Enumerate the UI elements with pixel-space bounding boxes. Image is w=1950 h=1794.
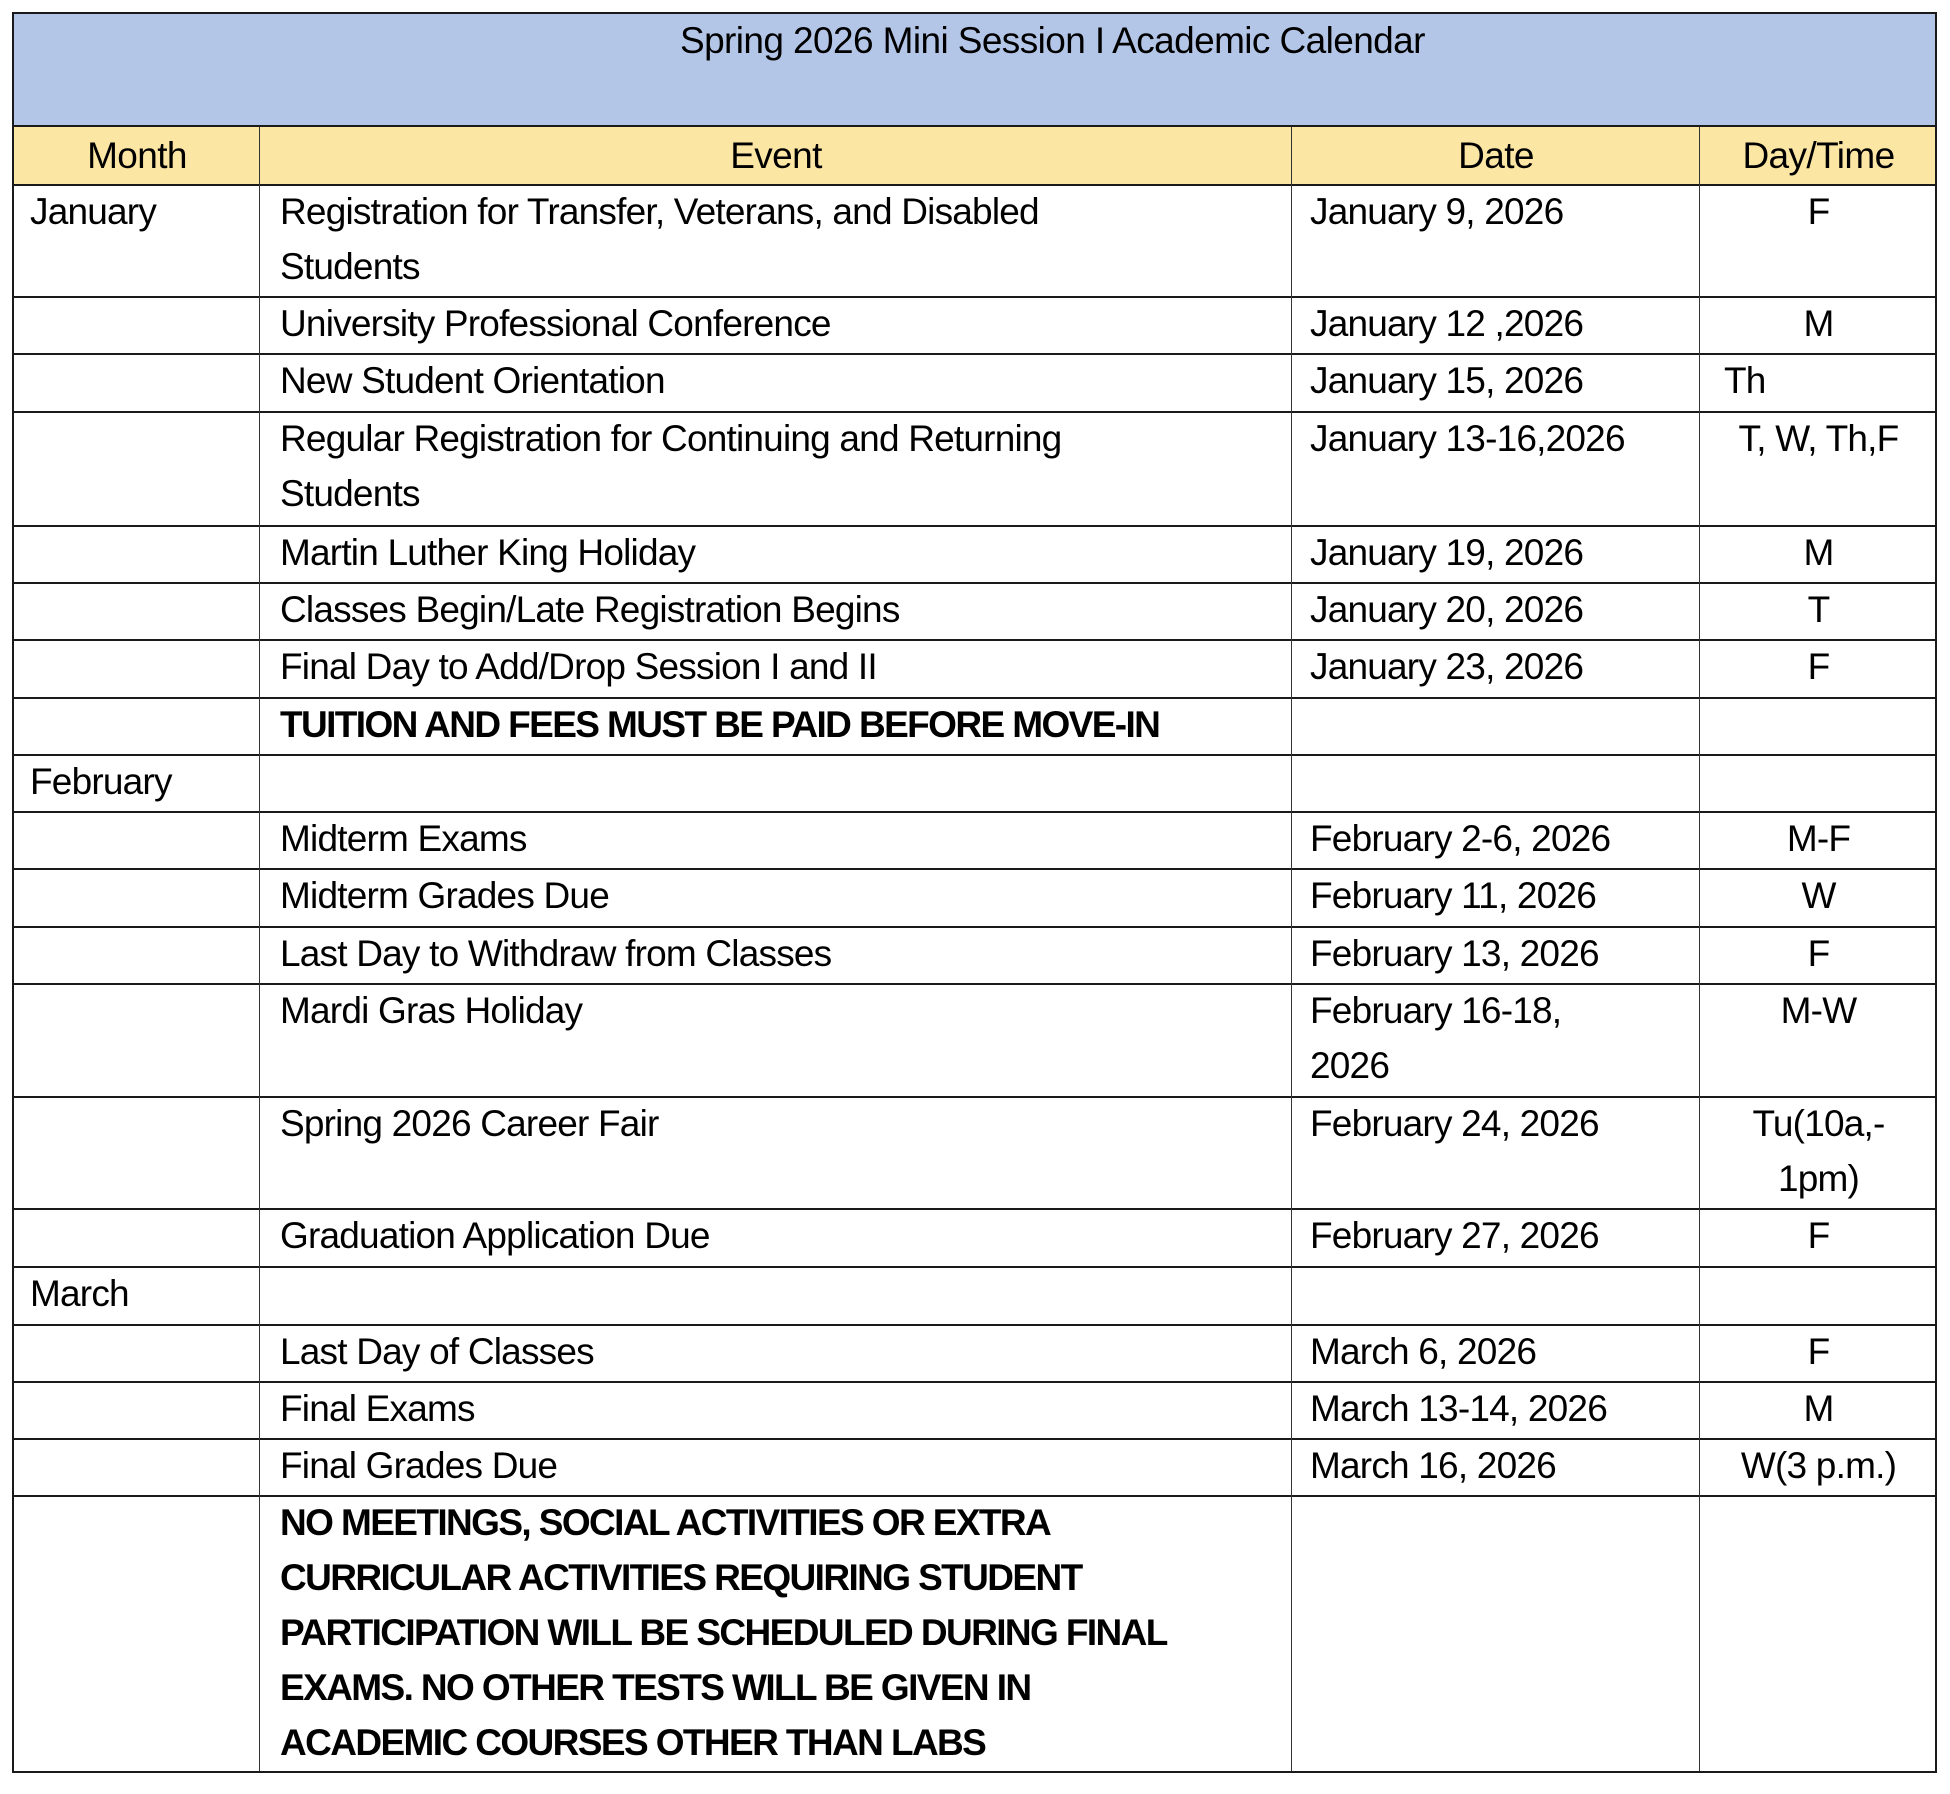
table-row bbox=[14, 527, 1935, 584]
event-cell bbox=[280, 1096, 659, 1151]
date-cell-line: January 20, 2026 bbox=[1310, 589, 1584, 630]
day-time-cell bbox=[1700, 811, 1937, 866]
table-row bbox=[14, 1383, 1935, 1440]
event-cell bbox=[280, 811, 527, 866]
table-row bbox=[14, 1210, 1935, 1268]
day-time-cell bbox=[1700, 868, 1937, 923]
event-cell-line: NO MEETINGS, SOCIAL ACTIVITIES OR EXTRA bbox=[280, 1502, 1051, 1543]
title-band bbox=[14, 14, 1935, 127]
event-cell bbox=[280, 1438, 557, 1493]
date-cell-line: February 2-6, 2026 bbox=[1310, 818, 1611, 859]
day-time-cell-line: W(3 p.m.) bbox=[1740, 1445, 1897, 1486]
event-cell-line: Last Day of Classes bbox=[280, 1331, 594, 1372]
day-time-cell-line: M-W bbox=[1780, 990, 1857, 1031]
date-cell bbox=[1310, 411, 1625, 466]
table-row bbox=[14, 1326, 1935, 1383]
month-cell: February bbox=[30, 761, 172, 802]
date-cell bbox=[1310, 811, 1610, 866]
date-cell bbox=[1310, 1096, 1599, 1151]
day-time-cell bbox=[1700, 1438, 1937, 1493]
date-cell-line: February 13, 2026 bbox=[1310, 933, 1599, 974]
event-cell bbox=[280, 411, 1061, 521]
day-time-cell-line: M bbox=[1803, 532, 1834, 573]
event-cell bbox=[280, 1381, 475, 1436]
table-row bbox=[14, 641, 1935, 699]
event-cell-line: ACADEMIC COURSES OTHER THAN LABS bbox=[280, 1722, 986, 1763]
date-cell-line: January 19, 2026 bbox=[1310, 532, 1584, 573]
date-cell-line: January 13-16,2026 bbox=[1310, 418, 1625, 459]
table-row bbox=[14, 355, 1935, 413]
calendar-title: Spring 2026 Mini Session I Academic Calendar bbox=[680, 20, 1425, 61]
table-row bbox=[14, 1268, 1935, 1326]
date-cell bbox=[1310, 184, 1563, 239]
day-time-cell-line: 1pm) bbox=[1777, 1158, 1860, 1199]
month-cell: January bbox=[30, 191, 157, 232]
academic-calendar-table bbox=[12, 12, 1937, 1773]
table-row bbox=[14, 699, 1935, 756]
event-cell-line: Final Day to Add/Drop Session I and II bbox=[280, 646, 877, 687]
day-time-cell bbox=[1700, 1381, 1937, 1436]
date-cell bbox=[1310, 582, 1583, 637]
date-cell bbox=[1310, 1381, 1607, 1436]
date-cell-line: March 13-14, 2026 bbox=[1310, 1388, 1607, 1429]
event-cell-line: Final Exams bbox=[280, 1388, 475, 1429]
event-cell-line: Midterm Grades Due bbox=[280, 875, 609, 916]
day-time-cell bbox=[1700, 639, 1937, 694]
event-cell-line: Martin Luther King Holiday bbox=[280, 532, 696, 573]
column-divider bbox=[259, 127, 260, 1771]
day-time-cell-line: F bbox=[1807, 191, 1830, 232]
day-time-cell bbox=[1700, 1324, 1937, 1379]
column-divider bbox=[1291, 127, 1292, 1771]
date-cell bbox=[1310, 926, 1599, 981]
date-cell-line: February 24, 2026 bbox=[1310, 1103, 1599, 1144]
date-cell-line: January 15, 2026 bbox=[1310, 360, 1584, 401]
day-time-cell-line: F bbox=[1807, 1331, 1830, 1372]
event-cell-line: New Student Orientation bbox=[280, 360, 665, 401]
table-row bbox=[14, 413, 1935, 527]
day-time-cell-line: T, W, Th,F bbox=[1738, 418, 1899, 459]
event-cell bbox=[280, 1495, 1167, 1770]
table-row bbox=[14, 584, 1935, 641]
day-time-cell-line: M bbox=[1803, 303, 1834, 344]
date-cell bbox=[1310, 1438, 1556, 1493]
header-row bbox=[14, 127, 1935, 186]
date-cell bbox=[1310, 1208, 1599, 1263]
table-row bbox=[14, 928, 1935, 985]
date-cell-line: January 12 ,2026 bbox=[1310, 303, 1584, 344]
date-cell bbox=[1310, 296, 1583, 351]
column-divider bbox=[1699, 127, 1700, 1771]
table-row bbox=[14, 1497, 1935, 1773]
event-cell-line: TUITION AND FEES MUST BE PAID BEFORE MOVE-IN bbox=[280, 704, 1160, 745]
month-cell: March bbox=[30, 1273, 129, 1314]
header-event: Event bbox=[730, 135, 822, 176]
event-cell bbox=[280, 184, 1039, 294]
header-day-time: Day/Time bbox=[1742, 135, 1895, 176]
date-cell bbox=[1310, 639, 1583, 694]
event-cell-line: PARTICIPATION WILL BE SCHEDULED DURING FINAL bbox=[280, 1612, 1167, 1653]
event-cell-line: University Professional Conference bbox=[280, 303, 831, 344]
event-cell-line: Final Grades Due bbox=[280, 1445, 558, 1486]
event-cell bbox=[280, 926, 831, 981]
event-cell bbox=[280, 582, 900, 637]
event-cell bbox=[280, 1208, 710, 1263]
day-time-cell-line: Tu(10a,- bbox=[1752, 1103, 1885, 1144]
event-cell-line: Students bbox=[280, 246, 420, 287]
event-cell-line: Graduation Application Due bbox=[280, 1215, 710, 1256]
day-time-cell bbox=[1700, 411, 1937, 466]
event-cell-line: Registration for Transfer, Veterans, and Disabled bbox=[280, 191, 1039, 232]
table-row bbox=[14, 1440, 1935, 1497]
date-cell-line: February 27, 2026 bbox=[1310, 1215, 1599, 1256]
day-time-cell bbox=[1700, 184, 1937, 239]
day-time-cell bbox=[1700, 296, 1937, 351]
day-time-cell-line: F bbox=[1807, 1215, 1830, 1256]
date-cell-line: February 11, 2026 bbox=[1310, 875, 1597, 916]
day-time-cell bbox=[1700, 525, 1937, 580]
date-cell-line: 2026 bbox=[1310, 1045, 1390, 1086]
date-cell-line: January 23, 2026 bbox=[1310, 646, 1584, 687]
event-cell bbox=[280, 1324, 594, 1379]
event-cell bbox=[280, 525, 695, 580]
date-cell bbox=[1310, 525, 1583, 580]
event-cell bbox=[280, 983, 582, 1038]
event-cell bbox=[280, 868, 609, 923]
day-time-cell-line: M-F bbox=[1786, 818, 1851, 859]
date-cell bbox=[1310, 1324, 1536, 1379]
event-cell bbox=[280, 353, 665, 408]
day-time-cell bbox=[1700, 926, 1937, 981]
event-cell-line: Students bbox=[280, 473, 420, 514]
date-cell-line: March 16, 2026 bbox=[1310, 1445, 1556, 1486]
header-date: Date bbox=[1458, 135, 1534, 176]
day-time-cell bbox=[1700, 1096, 1937, 1206]
date-cell bbox=[1310, 983, 1561, 1093]
event-cell-line: Midterm Exams bbox=[280, 818, 527, 859]
date-cell-line: January 9, 2026 bbox=[1310, 191, 1564, 232]
day-time-cell-line: F bbox=[1807, 933, 1830, 974]
event-cell-line: CURRICULAR ACTIVITIES REQUIRING STUDENT bbox=[280, 1557, 1082, 1598]
day-time-cell-line: W bbox=[1801, 875, 1836, 916]
day-time-cell bbox=[1724, 353, 1950, 408]
day-time-cell-line: T bbox=[1807, 589, 1830, 630]
event-cell bbox=[280, 296, 831, 351]
table-row bbox=[14, 813, 1935, 870]
event-cell-line: Classes Begin/Late Registration Begins bbox=[280, 589, 900, 630]
table-row bbox=[14, 756, 1935, 813]
event-cell-line: Last Day to Withdraw from Classes bbox=[280, 933, 832, 974]
event-cell bbox=[280, 639, 877, 694]
event-cell-line: Mardi Gras Holiday bbox=[280, 990, 583, 1031]
day-time-cell-line: M bbox=[1803, 1388, 1834, 1429]
event-cell-line: Spring 2026 Career Fair bbox=[280, 1103, 659, 1144]
day-time-cell bbox=[1700, 983, 1937, 1038]
date-cell-line: March 6, 2026 bbox=[1310, 1331, 1537, 1372]
day-time-cell bbox=[1700, 582, 1937, 637]
date-cell bbox=[1310, 868, 1596, 923]
header-month: Month bbox=[87, 135, 187, 176]
event-cell-line: EXAMS. NO OTHER TESTS WILL BE GIVEN IN bbox=[280, 1667, 1031, 1708]
table-row bbox=[14, 985, 1935, 1098]
day-time-cell-line: Th bbox=[1724, 360, 1766, 401]
table-row bbox=[14, 186, 1935, 298]
table-row bbox=[14, 298, 1935, 355]
table-row bbox=[14, 1098, 1935, 1210]
day-time-cell bbox=[1700, 1208, 1937, 1263]
table-row bbox=[14, 870, 1935, 928]
day-time-cell-line: F bbox=[1807, 646, 1830, 687]
date-cell-line: February 16-18, bbox=[1310, 990, 1562, 1031]
event-cell bbox=[280, 697, 1159, 752]
date-cell bbox=[1310, 353, 1583, 408]
event-cell-line: Regular Registration for Continuing and Returning bbox=[280, 418, 1062, 459]
